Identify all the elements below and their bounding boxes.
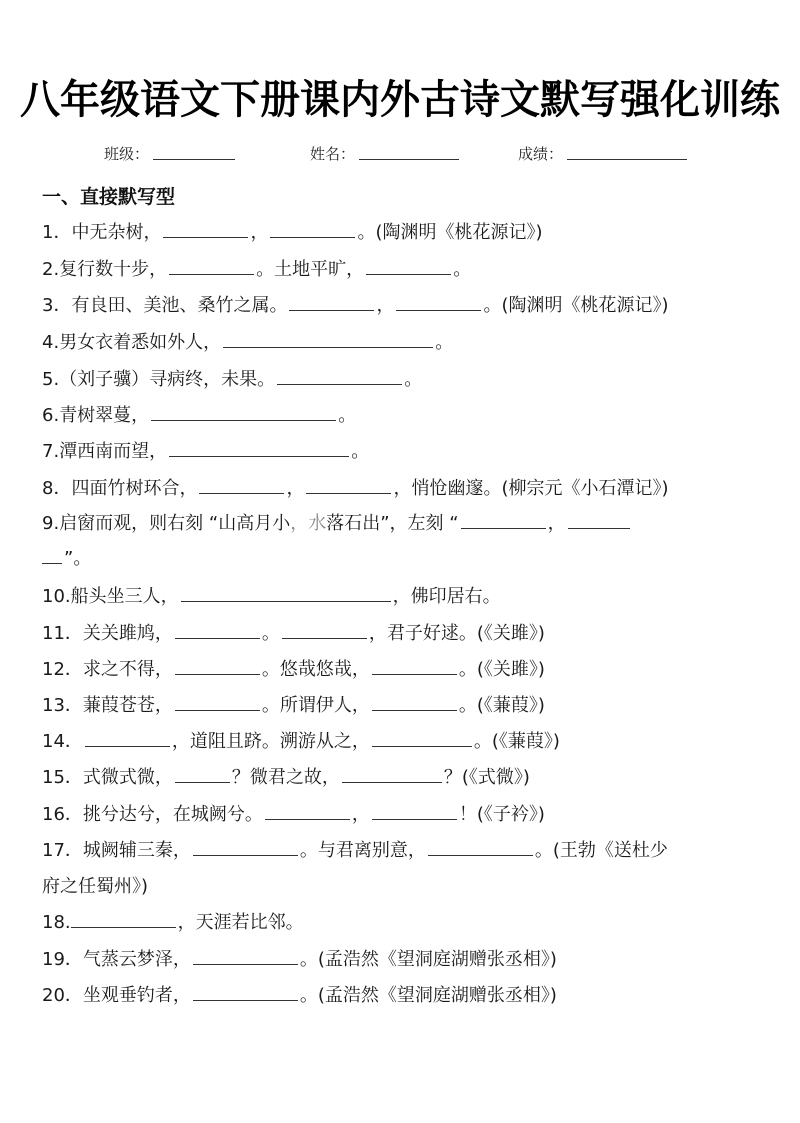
answer-blank[interactable] xyxy=(175,656,260,675)
question-text: 。(陶渊明《桃花源记》) xyxy=(483,295,669,316)
question-text: ，佛印居右。 xyxy=(392,586,501,607)
question-text: 复行数十步， xyxy=(59,259,168,280)
answer-blank[interactable] xyxy=(289,292,374,311)
question-text: 式微式微， xyxy=(82,767,173,788)
question-text: 。与君离别意， xyxy=(299,840,426,861)
answer-blank[interactable] xyxy=(199,475,284,494)
question-18 xyxy=(42,909,304,937)
question-number: 13． xyxy=(42,695,83,716)
question-text: 。(《关雎》) xyxy=(458,659,545,680)
class-input[interactable] xyxy=(153,143,235,160)
class-field xyxy=(104,142,235,166)
question-text: 。 xyxy=(404,369,423,390)
question-text: 。(陶渊明《桃花源记》) xyxy=(357,222,543,243)
question-text: ，天涯若比邻。 xyxy=(177,912,304,933)
answer-blank-continued[interactable] xyxy=(42,545,62,564)
question-text: ”。 xyxy=(64,548,92,569)
question-text: 关关雎鸠， xyxy=(82,623,173,644)
question-text: 男女衣着悉如外人， xyxy=(59,332,222,353)
question-6 xyxy=(42,402,356,430)
question-text: ，道阻且跻。溯游从之， xyxy=(171,731,370,752)
question-text: 落石出”，左刻 “ xyxy=(326,513,459,534)
question-text: 。(《蒹葭》) xyxy=(458,695,545,716)
question-number: 14． xyxy=(42,731,83,752)
answer-blank[interactable] xyxy=(71,909,176,928)
question-text: 青树翠蔓， xyxy=(59,405,150,426)
question-number: 15． xyxy=(42,767,83,788)
question-number: 8． xyxy=(42,478,72,499)
answer-blank[interactable] xyxy=(428,837,533,856)
question-17-continued xyxy=(42,873,148,901)
question-number: 17． xyxy=(42,840,83,861)
question-text: 。土地平旷， xyxy=(256,259,365,280)
answer-blank[interactable] xyxy=(372,692,457,711)
question-number: 2. xyxy=(42,259,60,280)
answer-blank[interactable] xyxy=(372,801,457,820)
question-text: 。(孟浩然《望洞庭湖赠张丞相》) xyxy=(299,985,557,1006)
question-text: ？微君之故， xyxy=(231,767,340,788)
question-text: 挑兮达兮，在城阙兮。 xyxy=(82,804,263,825)
question-number: 6. xyxy=(42,405,60,426)
question-text: 坐观垂钓者， xyxy=(82,985,191,1006)
question-number: 3． xyxy=(42,295,72,316)
answer-blank[interactable] xyxy=(282,620,367,639)
section-heading: 一、直接默写型 xyxy=(42,186,176,208)
question-number: 9. xyxy=(42,513,60,534)
question-text: 。(《蒹葭》) xyxy=(473,731,560,752)
question-text: 四面竹树环合， xyxy=(71,478,198,499)
question-16 xyxy=(42,801,545,829)
question-text: ，悄怆幽邃。(柳宗元《小石潭记》) xyxy=(393,478,669,499)
question-text: 求之不得， xyxy=(82,659,173,680)
question-20 xyxy=(42,982,557,1010)
question-text: 。(孟浩然《望洞庭湖赠张丞相》) xyxy=(299,949,557,970)
question-15 xyxy=(42,764,530,792)
question-text: ， xyxy=(351,804,370,825)
question-text: 府之任蜀州》) xyxy=(42,876,149,897)
question-5 xyxy=(42,366,422,394)
name-label: 姓名： xyxy=(310,145,356,163)
answer-blank[interactable] xyxy=(151,402,336,421)
question-text: ， xyxy=(290,513,309,534)
answer-blank[interactable] xyxy=(193,946,298,965)
question-9 xyxy=(42,510,632,538)
answer-blank[interactable] xyxy=(169,256,254,275)
question-text: 。 xyxy=(351,441,370,462)
answer-blank[interactable] xyxy=(223,329,433,348)
question-text: 蒹葭苍苍， xyxy=(82,695,173,716)
question-number: 5. xyxy=(42,369,60,390)
answer-blank[interactable] xyxy=(85,728,170,747)
question-text: ， xyxy=(547,513,566,534)
question-text: 。 xyxy=(435,332,454,353)
question-number: 4. xyxy=(42,332,60,353)
score-field xyxy=(518,142,687,166)
question-text: 有良田、美池、桑竹之属。 xyxy=(71,295,288,316)
question-2 xyxy=(42,256,471,284)
question-text: 气蒸云梦泽， xyxy=(82,949,191,970)
question-11 xyxy=(42,620,545,648)
question-17 xyxy=(42,837,668,865)
answer-blank[interactable] xyxy=(181,583,391,602)
answer-blank[interactable] xyxy=(193,837,298,856)
question-text: 中无杂树， xyxy=(71,222,162,243)
answer-blank[interactable] xyxy=(169,438,349,457)
question-7 xyxy=(42,438,369,466)
answer-blank[interactable] xyxy=(265,801,350,820)
question-number: 20． xyxy=(42,985,83,1006)
question-19 xyxy=(42,946,557,974)
score-label: 成绩： xyxy=(518,145,564,163)
question-4 xyxy=(42,329,453,357)
answer-blank[interactable] xyxy=(277,366,402,385)
question-text: 潭西南而望， xyxy=(59,441,168,462)
question-number: 19． xyxy=(42,949,83,970)
question-number: 12． xyxy=(42,659,83,680)
answer-blank[interactable] xyxy=(175,620,260,639)
question-text: 。 xyxy=(338,405,357,426)
question-text: 城阙辅三秦， xyxy=(82,840,191,861)
question-number: 11． xyxy=(42,623,83,644)
question-text: （刘子骥）寻病终，未果。 xyxy=(59,369,276,390)
question-13 xyxy=(42,692,545,720)
question-text: 。 xyxy=(261,623,280,644)
question-text: 。悠哉悠哉， xyxy=(261,659,370,680)
name-input[interactable] xyxy=(359,143,459,160)
question-text: ， xyxy=(286,478,305,499)
question-text: ， xyxy=(250,222,269,243)
score-input[interactable] xyxy=(567,143,687,160)
answer-blank[interactable] xyxy=(175,692,260,711)
question-text: 启窗而观，则右刻 “山高月小 xyxy=(59,513,291,534)
page-title: 八年级语文下册课内外古诗文默写强化训练 xyxy=(20,76,780,123)
question-text: ， xyxy=(376,295,395,316)
answer-blank[interactable] xyxy=(193,982,298,1001)
question-number: 10. xyxy=(42,586,71,607)
question-number: 16． xyxy=(42,804,83,825)
answer-blank[interactable] xyxy=(366,256,451,275)
question-14 xyxy=(42,728,560,756)
question-9-continued xyxy=(42,545,91,573)
question-number: 7. xyxy=(42,441,60,462)
question-text: 船头坐三人， xyxy=(70,586,179,607)
answer-blank[interactable] xyxy=(270,219,355,238)
answer-blank[interactable] xyxy=(568,510,630,529)
answer-blank[interactable] xyxy=(163,219,248,238)
question-text: 。所谓伊人， xyxy=(261,695,370,716)
class-label: 班级： xyxy=(104,145,150,163)
question-number: 1． xyxy=(42,222,72,243)
question-text: ，君子好逑。(《关雎》) xyxy=(368,623,545,644)
answer-blank[interactable] xyxy=(306,475,391,494)
question-text: ！(《子衿》) xyxy=(458,804,545,825)
answer-blank[interactable] xyxy=(461,510,546,529)
question-10 xyxy=(42,583,501,611)
question-text: 水 xyxy=(308,513,327,534)
question-text: ？(《式微》) xyxy=(443,767,530,788)
answer-blank[interactable] xyxy=(342,764,442,783)
question-3 xyxy=(42,292,669,320)
student-info-row xyxy=(0,142,800,168)
question-12 xyxy=(42,656,545,684)
answer-blank[interactable] xyxy=(372,728,472,747)
answer-blank[interactable] xyxy=(175,764,230,783)
question-8 xyxy=(42,475,669,503)
answer-blank[interactable] xyxy=(396,292,481,311)
question-1 xyxy=(42,219,543,247)
name-field xyxy=(310,142,459,166)
answer-blank[interactable] xyxy=(372,656,457,675)
question-number: 18. xyxy=(42,912,71,933)
question-text: 。(王勃《送杜少 xyxy=(534,840,668,861)
question-text: 。 xyxy=(453,259,472,280)
